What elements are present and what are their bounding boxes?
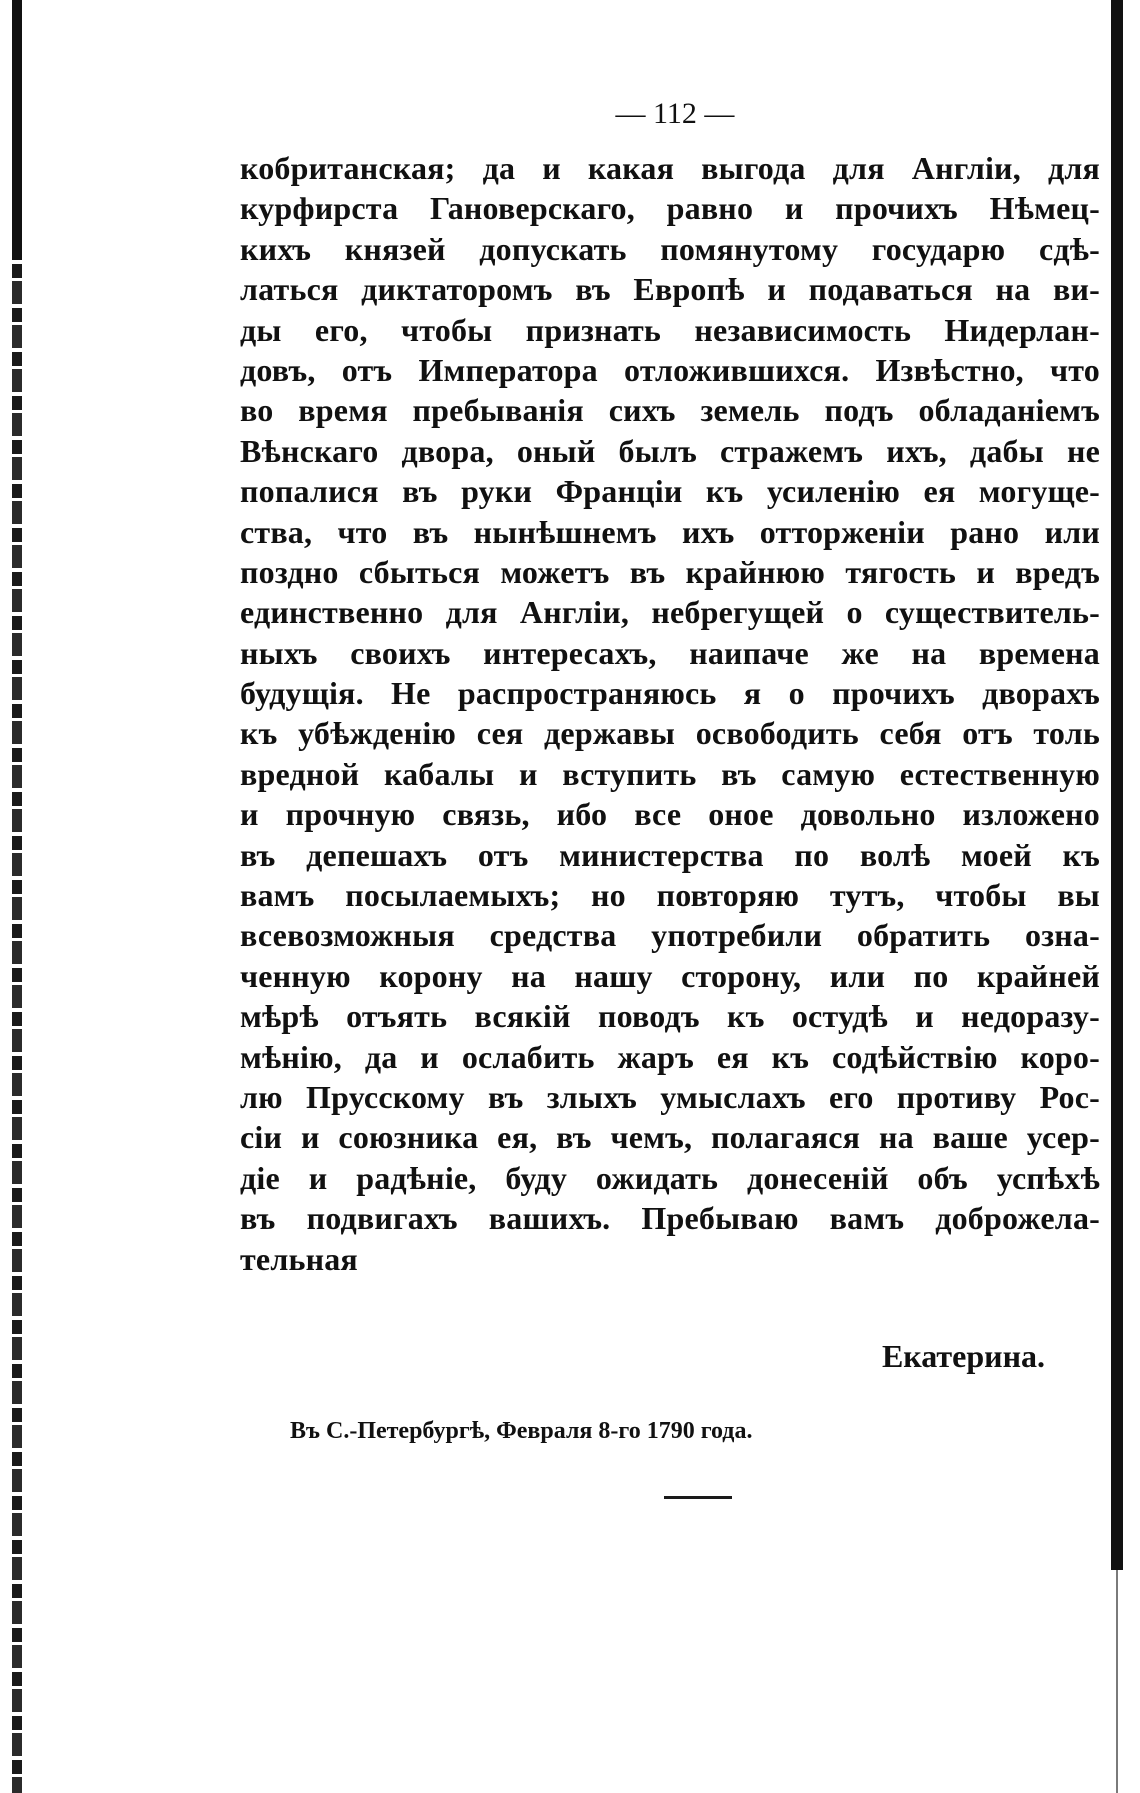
text-line: вредной кабалы и вступить въ самую естественную bbox=[240, 755, 1100, 792]
scan-right-edge bbox=[1111, 0, 1123, 1570]
text-line: сіи и союзника ея, въ чемъ, полагаяся на ваше усер- bbox=[240, 1119, 1100, 1156]
text-line: ды его, чтобы признать независимость Нидерлан- bbox=[240, 311, 1100, 348]
text-line: вамъ посылаемыхъ; но повторяю тутъ, чтобы вы bbox=[240, 877, 1100, 914]
text-line: латься диктаторомъ въ Европѣ и подаваться на ви- bbox=[240, 271, 1100, 308]
text-line: довъ, отъ Императора отложившихся. Извѣстно, что bbox=[240, 351, 1100, 388]
text-line: поздно сбыться можетъ въ крайнюю тягость и вредъ bbox=[240, 553, 1100, 590]
text-line: кобританская; да и какая выгода для Англіи, для bbox=[240, 150, 1100, 186]
text-line: попалися въ руки Франціи къ усиленію ея могуще- bbox=[240, 473, 1100, 510]
text-line: ченную корону на нашу сторону, или по крайней bbox=[240, 957, 1100, 994]
text-line: Вѣнскаго двора, оный былъ стражемъ ихъ, дабы не bbox=[240, 432, 1100, 469]
scan-right-edge-line bbox=[1116, 1570, 1118, 1793]
end-rule bbox=[664, 1496, 732, 1499]
text-line: будущія. Не распространяюсь я о прочихъ дворахъ bbox=[240, 675, 1100, 712]
text-line: мѣнію, да и ослабить жаръ ея къ содѣйствію коро- bbox=[240, 1038, 1100, 1075]
text-line: лю Прусскому въ злыхъ умыслахъ его противу Рос- bbox=[240, 1078, 1100, 1115]
letter-body bbox=[240, 148, 1100, 1279]
signature: Екатерина. bbox=[881, 1338, 1045, 1374]
text-line: къ убѣжденію сея державы освободить себя отъ толь bbox=[240, 715, 1100, 752]
scan-left-edge bbox=[12, 0, 22, 1793]
text-line: единственно для Англіи, небрегущей о существитель- bbox=[240, 594, 1100, 631]
text-line: діе и радѣніе, буду ожидать донесеній объ успѣхѣ bbox=[240, 1159, 1100, 1196]
text-line: курфирста Гановерскаго, равно и прочихъ Нѣмец- bbox=[240, 190, 1100, 227]
dateline: Въ С.-Петербургѣ, Февраля 8-го 1790 года. bbox=[290, 1418, 753, 1444]
text-line: во время пребыванія сихъ земель подъ обладаніемъ bbox=[240, 392, 1100, 429]
text-line-last: тельная bbox=[240, 1240, 358, 1277]
text-line: ныхъ своихъ интересахъ, наипаче же на времена bbox=[240, 634, 1100, 671]
scan-left-edge-shadow bbox=[12, 0, 22, 260]
text-line: мѣрѣ отъять всякій поводъ къ остудѣ и недоразу- bbox=[240, 998, 1100, 1035]
text-line: въ депешахъ отъ министерства по волѣ моей къ bbox=[240, 836, 1100, 873]
text-line: всевозможныя средства употребили обратить озна- bbox=[240, 917, 1100, 954]
text-line: и прочную связь, ибо все оное довольно изложено bbox=[240, 796, 1100, 833]
text-line: въ подвигахъ вашихъ. Пребываю вамъ доброжела- bbox=[240, 1200, 1100, 1237]
text-line: кихъ князей допускать помянутому государю сдѣ- bbox=[240, 230, 1100, 267]
page-number: — 112 — bbox=[615, 97, 735, 130]
text-line: ства, что въ нынѣшнемъ ихъ отторженіи рано или bbox=[240, 513, 1100, 550]
